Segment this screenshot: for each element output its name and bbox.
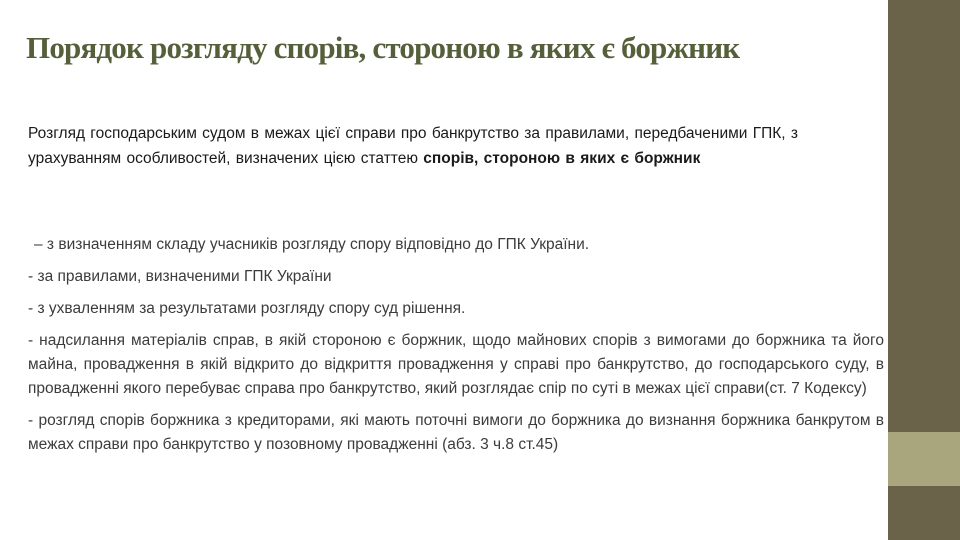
side-decor-accent (888, 432, 960, 486)
list-item: - розгляд спорів боржника з кредиторами, які мають поточні вимоги до боржника до визнання боржника банкрутом в межах справи про банкрутство у позовному провадженні (абз. 3 ч.8 ст.45) (28, 412, 884, 453)
intro-bold-text: спорів, стороною в яких є боржник (423, 150, 701, 167)
list-item: – з визначенням складу учасників розгляду спору відповідно до ГПК України. (34, 236, 590, 253)
list-item: - за правилами, визначеними ГПК України (28, 268, 332, 285)
intro-text: Розгляд господарським судом в межах цієї справи про банкрутство за правилами, передбаченими ГПК, з урахуванням особливостей, визначених цією статтею (28, 125, 799, 167)
list-item: - надсилання матеріалів справ, в якій стороною є боржник, щодо майнових спорів з вимогами до боржника та його майна, провадження в якій відкрито до відкриття провадження у справі про банкрутство, до господарського суду, в провадженні якого перебуває справа про банкрутство, який розглядає спір по суті в межах цієї справи(ст. 7 Кодексу) (28, 332, 884, 397)
rules-list (28, 233, 884, 465)
intro-paragraph (28, 121, 828, 171)
list-item: - з ухваленням за результатами розгляду спору суд рішення. (28, 300, 466, 317)
slide-title: Порядок розгляду спорів, стороною в яких є боржник (26, 30, 740, 65)
